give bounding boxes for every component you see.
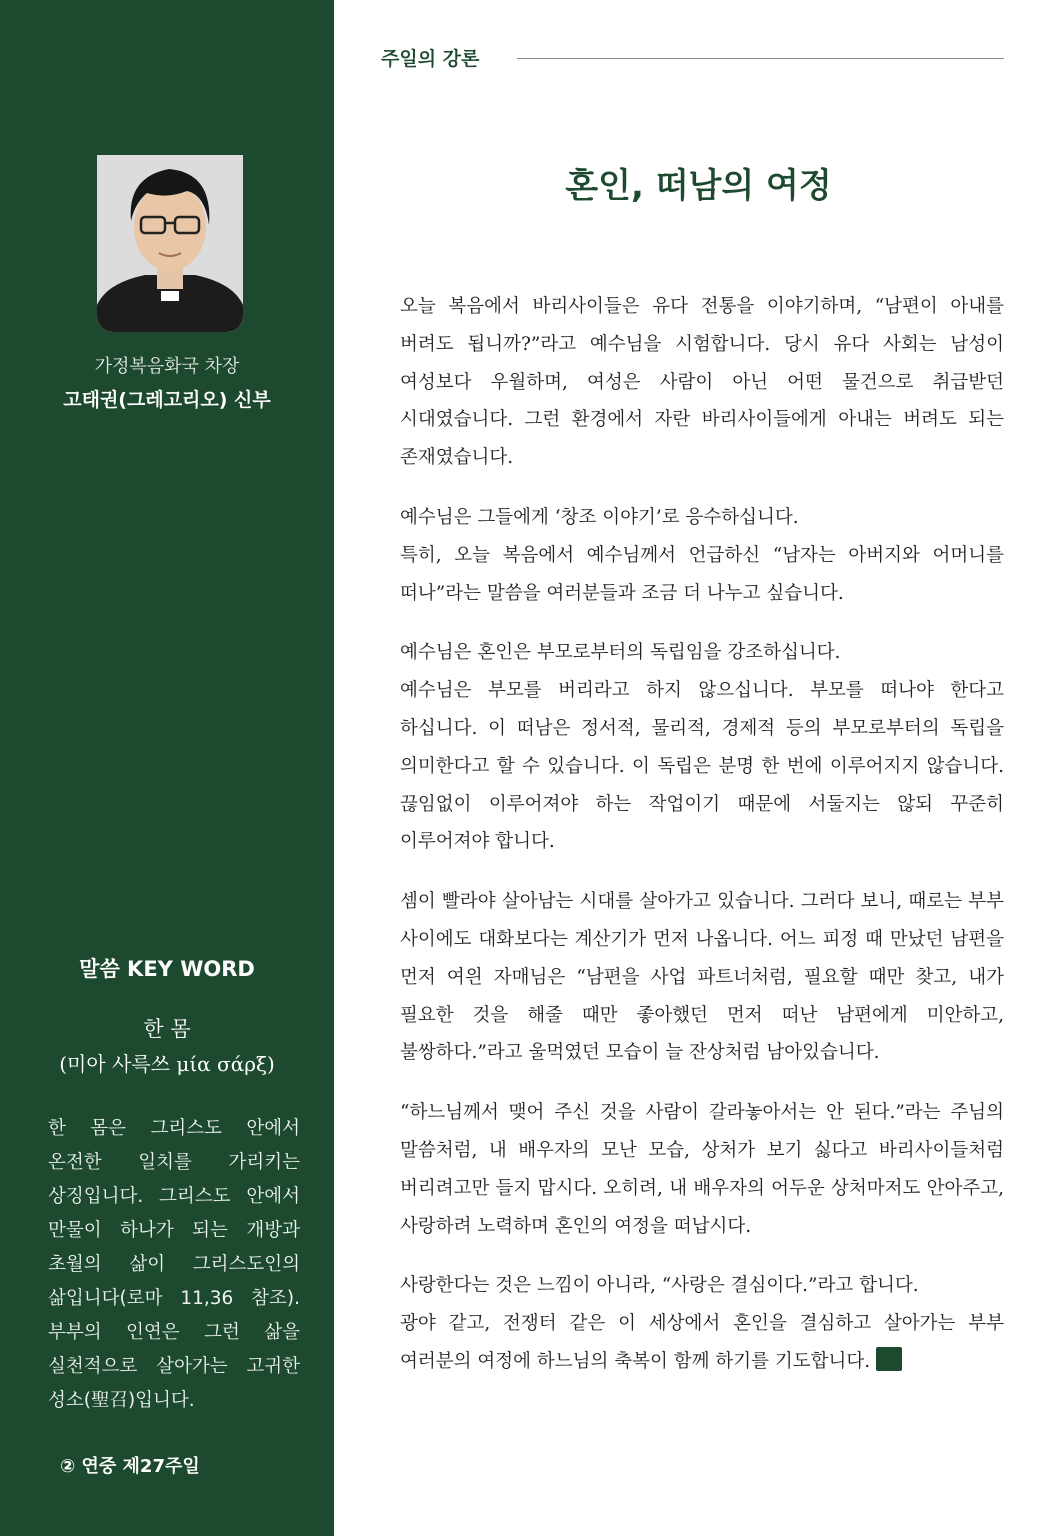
article-paragraph: “하느님께서 맺어 주신 것을 사람이 갈라놓아서는 안 된다.”라는 주님의 말씀처럼, 내 배우자의 모난 모습, 상처가 보기 싫다고 바리사이들처럼 버리려고만 들지 맙시다. 오히려, 내 배우자의 어두운 상처마저도 안아주고, 사랑하려 노력하며 혼인의 여정을 떠납시다. — [400, 1102, 1004, 1237]
article-paragraph: 예수님은 그들에게 ‘창조 이야기’로 응수하십니다. 특히, 오늘 복음에서 예수님께서 언급하신 “남자는 아버지와 어머니를 떠나”라는 말씀을 여러분들과 조금 더 나누고 싶습니다. — [400, 506, 1004, 604]
article-paragraph-last — [400, 1267, 1004, 1380]
article-title: 혼인, 떠남의 여정 — [565, 166, 832, 206]
footer-label: ② 연중 제27주일 — [60, 1456, 200, 1477]
section-divider — [517, 58, 1004, 59]
keyword-term: 한 몸 — [143, 1017, 191, 1041]
keyword-description: 한 몸은 그리스도 안에서 온전한 일치를 가리키는 상징입니다. 그리스도 안에서 만물이 하나가 되는 개방과 초월의 삶이 그리스도인의 삶입니다(로마 11,36 참조). 부부의 인연은 그런 삶을 실천적으로 살아가는 고귀한 성소(聖召)입니다. — [48, 1118, 300, 1411]
end-mark-icon — [876, 1347, 902, 1371]
author-portrait — [97, 155, 243, 332]
section-label: 주일의 강론 — [381, 48, 480, 70]
article-paragraph: 셈이 빨라야 살아남는 시대를 살아가고 있습니다. 그러다 보니, 때로는 부부 사이에도 대화보다는 계산기가 먼저 나옵니다. 어느 피정 때 만났던 남편을 먼저 여읜 자매님은 “남편을 사업 파트너처럼, 필요할 때만 찾고, 내가 필요한 것을 해줄 때만 좋아했던 먼저 떠난 남편에게 미안하고, 불쌍하다.”라고 울먹였던 모습이 늘 잔상처럼 남아있습니다. — [400, 891, 1004, 1064]
keyword-heading: 말씀 KEY WORD — [79, 957, 255, 981]
keyword-subterm: (미아 사륵쓰 μία σάρξ) — [59, 1052, 275, 1076]
author-portrait-illustration — [97, 155, 243, 332]
sidebar — [0, 0, 334, 1536]
article-paragraph: 예수님은 혼인은 부모로부터의 독립임을 강조하십니다. 예수님은 부모를 버리라고 하지 않으십니다. 부모를 떠나야 한다고 하십니다. 이 떠남은 정서적, 물리적, 경제적 등의 부모로부터의 독립을 의미한다고 할 수 있습니다. 이 독립은 분명 한 번에 이루어지지 않습니다. 끊임없이 이루어져야 하는 작업이기 때문에 서둘지는 않되 꾸준히 이루어져야 합니다. — [400, 642, 1004, 853]
article-paragraph-text: 사랑한다는 것은 느낌이 아니라, “사랑은 결심이다.”라고 합니다. 광야 같고, 전쟁터 같은 이 세상에서 혼인을 결심하고 살아가는 부부 여러분의 여정에 하느님의 축복이 함께 하기를 기도합니다. — [400, 1275, 1004, 1372]
author-name: 고태권(그레고리오) 신부 — [63, 389, 271, 411]
article-paragraph: 오늘 복음에서 바리사이들은 유다 전통을 이야기하며, “남편이 아내를 버려도 됩니까?”라고 예수님을 시험합니다. 당시 유다 사회는 남성이 여성보다 우월하며, 여성은 사람이 아닌 어떤 물건으로 취급받던 시대였습니다. 그런 환경에서 자란 바리사이들에게 아내는 버려도 되는 존재였습니다. — [400, 296, 1004, 469]
author-role: 가정복음화국 차장 — [94, 356, 240, 377]
article-body — [400, 288, 1004, 1403]
